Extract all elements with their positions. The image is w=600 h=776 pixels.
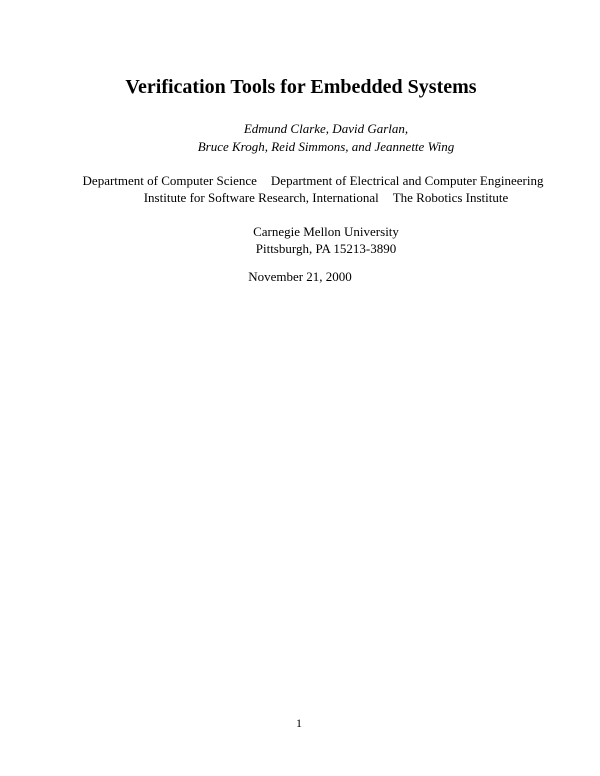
university-name: Carnegie Mellon University [253,224,399,239]
paper-title [0,76,600,99]
affiliation-isri: Institute for Software Research, International [143,190,379,205]
authors-line-1: Edmund Clarke, David Garlan, [243,121,409,136]
paper-title-text: Verification Tools for Embedded Systems [125,76,477,98]
paper-date: November 21, 2000 [248,269,352,284]
affiliation-line-2 [26,189,600,206]
affiliation-line-1 [13,172,600,189]
affiliation-ri: The Robotics Institute [392,190,509,205]
affiliation-ece: Department of Electrical and Computer Engineering [270,173,544,188]
university-address: Pittsburgh, PA 15213-3890 [255,241,397,256]
affiliation-cs: Department of Computer Science [82,173,257,188]
authors-line-2: Bruce Krogh, Reid Simmons, and Jeannette Wing [197,139,455,154]
page-number: 1 [296,716,302,730]
